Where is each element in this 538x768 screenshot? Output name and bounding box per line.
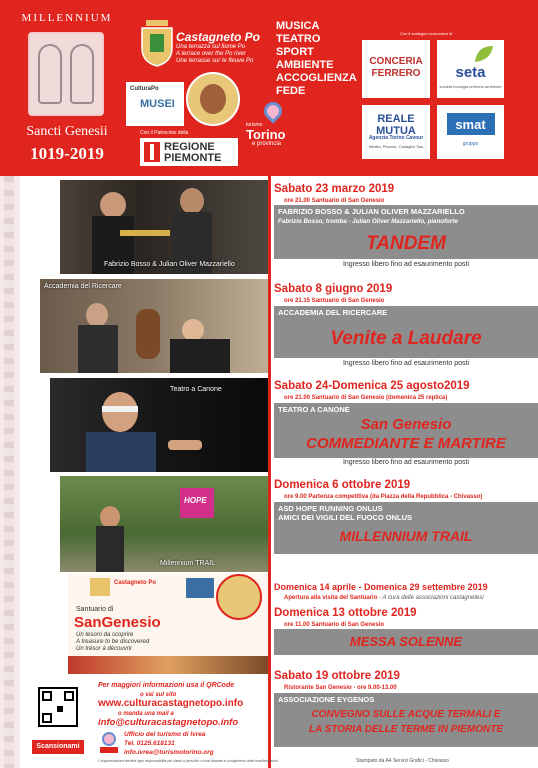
relief-image xyxy=(28,32,104,116)
event-5-date: Domenica 14 aprile - Domenica 29 settembre 2019 xyxy=(274,582,488,592)
event-2-org: ACCADEMIA DEL RICERCARE xyxy=(278,308,388,317)
photo-canone: Teatro a Canone xyxy=(50,378,268,472)
sponsor-seta: seta società ecologia territorio ambiente xyxy=(437,40,504,98)
event-1-time: ore 21.00 Santuario di San Genesio xyxy=(284,198,385,204)
years: 1019-2019 xyxy=(30,144,104,163)
event-3-org: TEATRO A CANONE xyxy=(278,405,350,414)
event-6-date: Domenica 13 ottobre 2019 xyxy=(274,607,417,619)
qr-code[interactable] xyxy=(38,687,78,727)
event-5-time: Apertura alla visita del Santuario - A cura delle associazioni castagnetesi xyxy=(284,595,484,601)
sponsor-conceria: CONCERIA FERRERO xyxy=(362,40,430,98)
event-1-note: Ingresso libero fino ad esaurimento posti xyxy=(342,261,470,268)
event-1-performers: Fabrizio Bosso, tromba - Julian Oliver Mazzariello, pianoforte xyxy=(278,218,458,225)
event-7-band xyxy=(274,693,538,747)
event-4-title: MILLENNIUM TRAIL xyxy=(339,528,473,544)
millennium-logo xyxy=(8,6,126,170)
hope-logo: HOPE xyxy=(184,496,207,505)
sancti-genesii: Sancti Genesii xyxy=(26,124,108,139)
photo-trail: HOPE Millennium TRAIL xyxy=(60,476,268,572)
event-2-date: Sabato 8 giugno 2019 xyxy=(274,283,393,295)
event-2-title: Venite a Laudare xyxy=(330,328,482,349)
event-3-title-2: COMMEDIANTE E MARTIRE xyxy=(306,435,506,452)
event-2-band xyxy=(274,306,538,358)
header-banner xyxy=(0,0,538,176)
photo-accademia: Accademia del Ricercare xyxy=(40,279,268,373)
event-7-title-1: CONVEGNO SULLE ACQUE TERMALI E xyxy=(311,709,501,720)
event-3-note: Ingresso libero fino ad esaurimento posti xyxy=(342,459,470,466)
event-1-band xyxy=(274,205,538,259)
event-2-time: ore 21.15 Santuario di San Genesio xyxy=(284,298,385,304)
footer-mail2-link[interactable]: info.ivrea@turismotorino.org xyxy=(124,749,214,756)
event-1-org: FABRIZIO BOSSO & JULIAN OLIVER MAZZARIELLO xyxy=(278,207,465,216)
santuario-panel: Castagneto Po Santuario di SanGenesio Un tesoro da scoprire A treasure to be discovered Un trésor à découvrir xyxy=(68,574,268,674)
turismo-torino-logo: turismo Torino e provincia xyxy=(246,100,302,160)
cultura-logo: CulturaPo MUSEI xyxy=(126,82,184,126)
footer-disclaimer: L'organizzazione declina ogni responsabilità per danni a persone o cose durante lo svolgimento delle manifestazioni xyxy=(98,759,278,763)
footer-info: Per maggiori informazioni usa il QRCode xyxy=(98,682,235,689)
event-3-title-1: San Genesio xyxy=(360,416,452,433)
parish-seal xyxy=(186,72,240,126)
event-6-title: MESSA SOLENNE xyxy=(349,634,463,649)
footer-mail-link[interactable]: info@culturacastagnetopo.info xyxy=(98,717,239,728)
regione-piemonte-logo: REGIONE PIEMONTE xyxy=(140,138,238,166)
event-4-time: ore 9.00 Partenza competitiva (da Piazza della Repubblica - Chivasso) xyxy=(284,494,483,500)
event-4-org-2: AMICI DEI VIGILI DEL FUOCO ONLUS xyxy=(278,513,413,522)
divider-bar xyxy=(268,176,271,768)
castagneto-crest-icon xyxy=(136,18,178,68)
footer-site-prefix: o vai sul sito xyxy=(140,692,177,698)
event-7-org: ASSOCIAZIONE EYGENOS xyxy=(278,695,375,704)
event-3-date: Sabato 24-Domenica 25 agosto2019 xyxy=(274,380,470,392)
event-6-band xyxy=(274,629,538,655)
patrocinio-label: Con il Patrocinio della xyxy=(140,130,189,136)
printer-credit: Stampato da A4 Servizi Grafici - Chivasso xyxy=(356,758,449,764)
event-4-org-1: ASD HOPE RUNNING ONLUS xyxy=(278,504,383,513)
photo-bosso: Fabrizio Bosso & Julian Oliver Mazzariello xyxy=(60,180,268,274)
sostegno-label: Con il sostegno economico di xyxy=(400,31,453,36)
event-3-band xyxy=(274,403,538,458)
sponsor-smat: smat gruppo xyxy=(437,105,504,159)
footer-site-link[interactable]: www.culturacastagnetopo.info xyxy=(98,698,244,709)
scan-button[interactable]: Scansionami xyxy=(32,740,84,754)
castagneto-sub: Una terrazza sul fiume Po A terrace over the Po river Une terrasse sur le fleuve Po xyxy=(176,44,254,64)
footer-mail-prefix: o manda una mail a xyxy=(118,711,174,717)
sidebar-decoration xyxy=(0,176,20,768)
event-2-note: Ingresso libero fino ad esaurimento posti xyxy=(342,360,470,367)
event-4-date: Domenica 6 ottobre 2019 xyxy=(274,479,411,491)
castagneto-name: Castagneto Po xyxy=(176,30,261,44)
event-1-title: TANDEM xyxy=(366,233,446,254)
event-7-title-2: LA STORIA DELLE TERME IN PIEMONTE xyxy=(308,724,504,735)
leaf-icon xyxy=(473,44,495,64)
footer-ufficio: Ufficio del turismo di Ivrea xyxy=(124,731,206,738)
event-7-date: Sabato 19 ottobre 2019 xyxy=(274,670,400,682)
event-4-band xyxy=(274,502,538,554)
event-6-time: ore 11.00 Santuario di San Genesio xyxy=(284,622,385,628)
themes-list: MUSICA TEATRO SPORT AMBIENTE ACCOGLIENZA FEDE xyxy=(276,20,357,97)
footer-tel: Tel. 0125.618131 xyxy=(124,740,175,747)
sponsor-reale-mutua: REALE MUTUA Agenzia Torino Cavour Mirella, Piavaro, Cadaglini Sas xyxy=(362,105,430,159)
pin-icon xyxy=(260,98,285,123)
turismo-pin-icon xyxy=(98,731,120,755)
event-7-time: Ristorante San Genesio - ore 9.00-13.00 xyxy=(284,685,397,691)
event-3-time: ore 21.00 Santuario di San Genesio (domenica 25 replica) xyxy=(284,395,448,401)
event-1-date: Sabato 23 marzo 2019 xyxy=(274,183,395,195)
millennium-title: MILLENNIUM xyxy=(21,12,113,24)
